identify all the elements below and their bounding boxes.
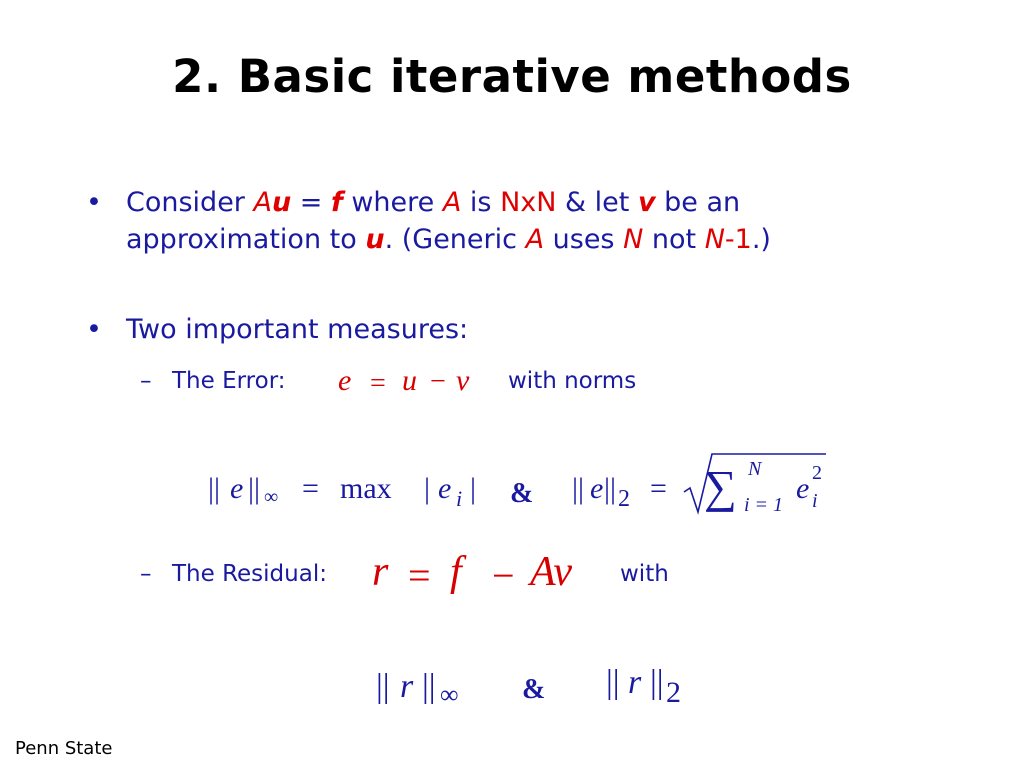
- text-be-an: be an: [655, 187, 741, 218]
- with-text: with: [620, 561, 669, 587]
- norm2-e: e: [590, 472, 604, 505]
- text-minus-one: -1: [724, 224, 752, 255]
- res-bars-right: ||: [422, 668, 436, 705]
- sum-term-e: e: [796, 472, 810, 505]
- norm-bars-right: ||: [248, 472, 261, 505]
- sum-symbol: ∑: [704, 461, 737, 512]
- sum-lower-limit: i = 1: [744, 494, 784, 516]
- with-norms-text: with norms: [508, 368, 637, 394]
- text-where: where: [342, 187, 443, 218]
- res2-bars-left: ||: [606, 664, 620, 701]
- residual-Av: Av: [530, 549, 572, 595]
- text-generic: . (Generic: [384, 224, 526, 255]
- dash: –: [140, 561, 152, 587]
- text-consider: Consider: [126, 187, 254, 218]
- text-nxn: NxN: [500, 187, 557, 218]
- var-u: u: [365, 224, 385, 255]
- norm-e: e: [230, 472, 244, 505]
- bullet-dot: •: [86, 314, 102, 345]
- var-A: A: [442, 187, 462, 218]
- res2-r: r: [628, 664, 642, 701]
- residual-label: The Residual:: [172, 561, 327, 587]
- text-is: is: [461, 187, 501, 218]
- footer-text: Penn State: [15, 738, 113, 759]
- var-v: v: [637, 187, 656, 218]
- abs-i-subscript: i: [456, 486, 463, 511]
- error-v: v: [456, 364, 470, 397]
- error-e: e: [338, 364, 352, 397]
- residual-r: r: [372, 549, 389, 595]
- text-not: not: [643, 224, 705, 255]
- max-operator: max: [340, 472, 392, 505]
- bullet-measures-text: Two important measures:: [126, 314, 469, 345]
- res-infinity: ∞: [440, 680, 459, 709]
- dash: –: [140, 368, 152, 394]
- sum-term-subscript: i: [812, 490, 818, 512]
- res2-bars-right: ||: [650, 664, 664, 701]
- text-equals: =: [291, 187, 332, 218]
- norm2-bars-right: ||: [604, 472, 617, 505]
- infinity-subscript: ∞: [264, 486, 279, 508]
- error-equals: =: [370, 368, 386, 399]
- text-close: .): [751, 224, 771, 255]
- slide-title: 2. Basic iterative methods: [172, 50, 852, 103]
- norm2-equals: =: [650, 472, 667, 505]
- abs-bar-left: |: [424, 472, 431, 505]
- res-r: r: [400, 668, 414, 705]
- var-f: f: [331, 187, 343, 218]
- two-subscript: 2: [618, 486, 630, 512]
- ampersand: &: [510, 478, 534, 509]
- var-u: u: [271, 187, 292, 218]
- var-A: A: [525, 224, 545, 255]
- abs-bar-right: |: [470, 472, 477, 505]
- norm2-bars-left: ||: [572, 472, 585, 505]
- bullet-consider-text: [126, 184, 906, 258]
- text-and-let: & let: [556, 187, 638, 218]
- sum-term-superscript: 2: [812, 462, 822, 484]
- bullet-dot: •: [86, 187, 102, 218]
- norm-bars-left: ||: [208, 472, 221, 505]
- var-N: N: [623, 224, 644, 255]
- norm-equals: =: [302, 472, 319, 505]
- error-minus: −: [430, 366, 446, 397]
- var-N: N: [704, 224, 725, 255]
- residual-minus: −: [492, 553, 515, 598]
- res-bars-left: ||: [376, 668, 390, 705]
- residual-equals: =: [408, 553, 431, 598]
- abs-e: e: [438, 472, 452, 505]
- residual-f: f: [450, 549, 462, 595]
- res2-two: 2: [666, 676, 681, 709]
- error-u: u: [402, 364, 417, 397]
- text-uses: uses: [544, 224, 624, 255]
- error-label: The Error:: [172, 368, 286, 394]
- var-A: A: [253, 187, 272, 218]
- text-approximation: approximation to: [126, 224, 366, 255]
- sum-upper-limit: N: [748, 458, 762, 480]
- res-ampersand: &: [522, 674, 546, 705]
